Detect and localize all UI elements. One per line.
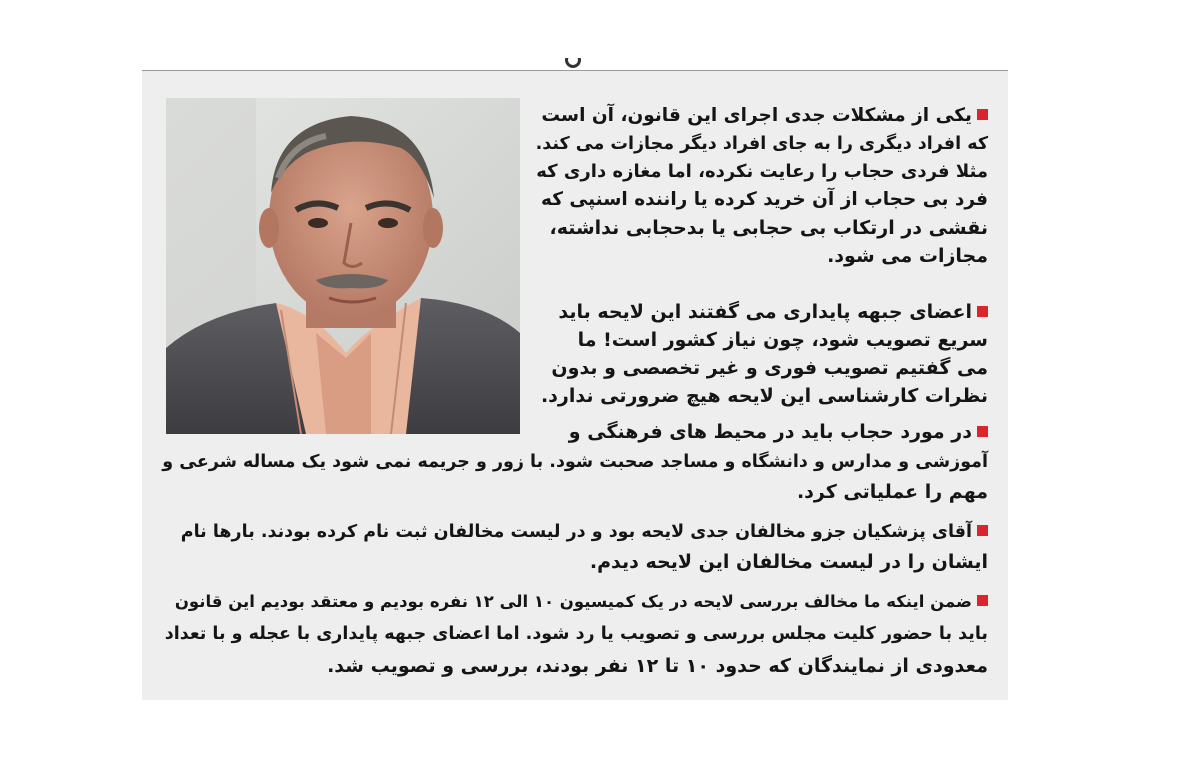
bullet-square: [977, 595, 988, 606]
paragraph-3-line-1: در مورد حجاب باید در محیط های فرهنگی و: [569, 418, 988, 446]
paragraph-1-line-5: نقشی در ارتکاب بی حجابی یا بدحجابی نداشته،: [549, 217, 988, 239]
header-ornament: [563, 58, 585, 74]
paragraph-2-line-3: می گفتیم تصویب فوری و غیر تخصصی و بدون: [551, 357, 988, 379]
paragraph-4-line-2: ایشان را در لیست مخالفان این لایحه دیدم.: [589, 551, 988, 573]
portrait-photo: [166, 98, 520, 434]
bullet-square: [977, 525, 988, 536]
bullet-square: [977, 426, 988, 437]
paragraph-3-line-2: آموزشی و مدارس و دانشگاه و مساجد صحبت شود. با زور و جریمه نمی شود یک مساله شرعی و: [162, 452, 988, 472]
paragraph-1-line-4: فرد بی حجاب از آن خرید کرده یا راننده اسنپی که: [541, 189, 988, 210]
paragraph-2-line-2: سریع تصویب شود، چون نیاز کشور است! ما: [577, 329, 988, 351]
paragraph-1-line-1: یکی از مشکلات جدی اجرای این قانون، آن است: [541, 102, 988, 130]
bullet-square: [977, 109, 988, 120]
paragraph-2-line-1: اعضای جبهه پایداری می گفتند این لایحه باید: [558, 298, 988, 326]
paragraph-5-line-1: ضمن اینکه ما مخالف بررسی لایحه در یک کمیسیون ۱۰ الی ۱۲ نفره بودیم و معتقد بودیم این قانون: [175, 588, 988, 616]
paragraph-4-line-1: آقای پزشکیان جزو مخالفان جدی لایحه بود و در لیست مخالفان ثبت نام کرده بودند. بارها نام: [181, 518, 988, 546]
paragraph-1-line-6: مجازات می شود.: [827, 245, 988, 267]
paragraph-3-line-3: مهم را عملیاتی کرد.: [796, 481, 988, 503]
paragraph-1-line-2: که افراد دیگری را به جای افراد دیگر مجازات می کند.: [535, 134, 988, 154]
paragraph-2-line-4: نظرات کارشناسی این لایحه هیچ ضرورتی ندارد.: [540, 385, 988, 407]
portrait-illustration: [166, 98, 520, 434]
paragraph-5-line-2: باید با حضور کلیت مجلس بررسی و تصویب یا رد شود. اما اعضای جبهه پایداری با عجله و با تعداد: [164, 624, 988, 644]
paragraph-1-line-3: مثلا فردی حجاب را رعایت نکرده، اما مغازه داری که: [536, 161, 988, 182]
paragraph-5-line-3: معدودی از نمایندگان که حدود ۱۰ تا ۱۲ نفر بودند، بررسی و تصویب شد.: [327, 655, 988, 677]
bullet-square: [977, 306, 988, 317]
